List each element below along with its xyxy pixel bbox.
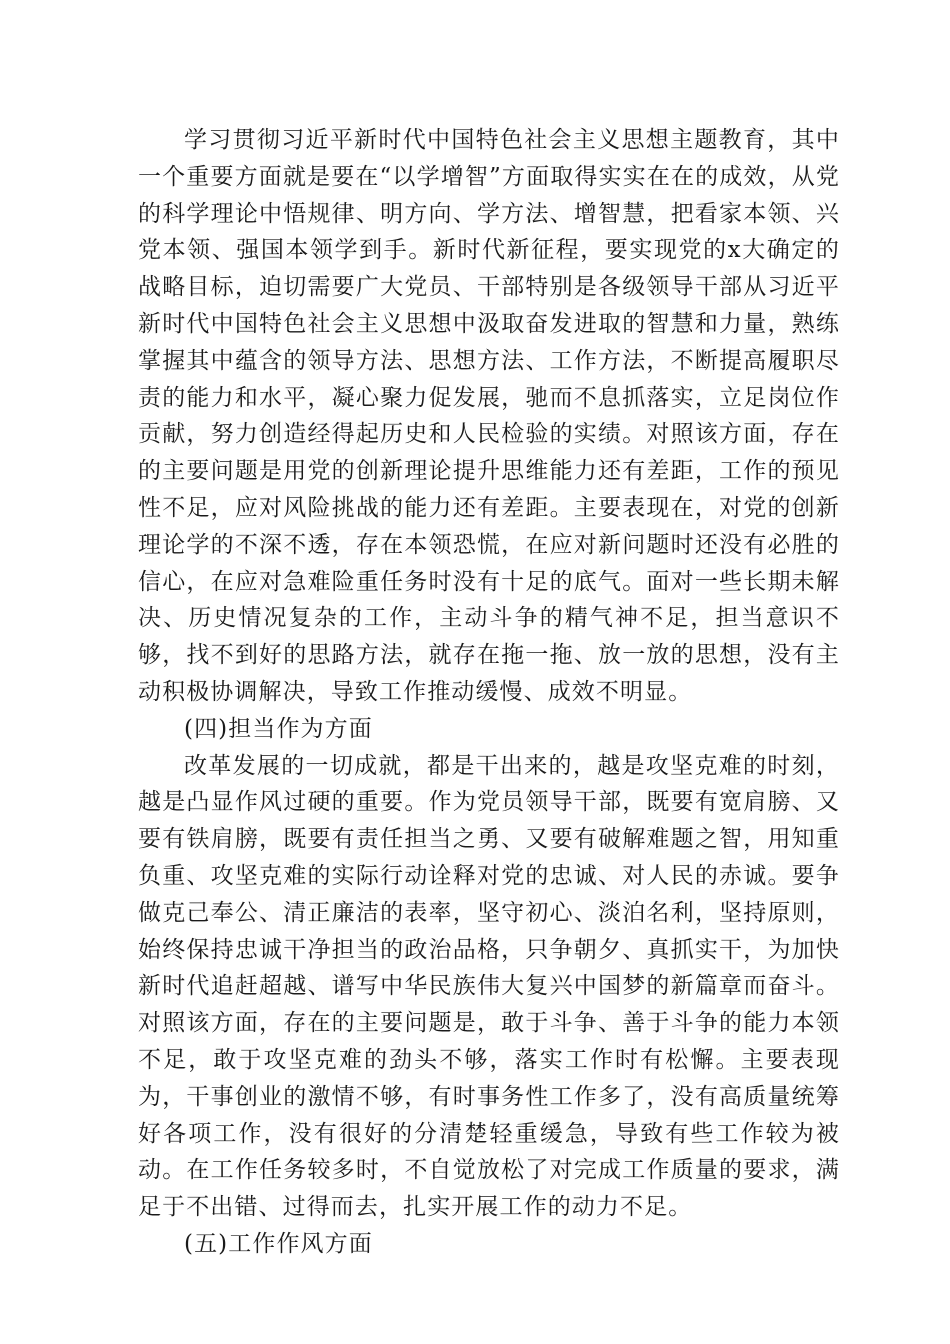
document-body <box>138 122 840 1263</box>
section-heading-work-style: (五)工作作风方面 <box>184 1230 373 1257</box>
paragraph-responsibility: 改革发展的一切成就，都是干出来的，越是攻坚克难的时刻，越是凸显作风过硬的重要。作为党员领导干部，既要有宽肩膀、又要有铁肩膀，既要有责任担当之勇、又要有破解难题之智，用知重负重、攻坚克难的实际行动诠释对党的忠诚、对人民的赤诚。要争做克己奉公、清正廉洁的表率，坚守初心、淡泊名利，坚持原则，始终保持忠诚干净担当的政治品格，只争朝夕、真抓实干，为加快新时代追赶超越、谱写中华民族伟大复兴中国梦的新篇章而奋斗。对照该方面，存在的主要问题是，敢于斗争、善于斗争的能力本领不足，敢于攻坚克难的劲头不够，落实工作时有松懈。主要表现为，干事创业的激情不够，有时事务性工作多了，没有高质量统筹好各项工作，没有很好的分清楚轻重缓急，导致有些工作较为被动。在工作任务较多时，不自觉放松了对完成工作质量的要求，满足于不出错、过得而去，扎实开展工作的动力不足。 <box>138 752 840 1221</box>
section-heading-responsibility: (四)担当作为方面 <box>184 715 373 742</box>
paragraph-study-intelligence: 学习贯彻习近平新时代中国特色社会主义思想主题教育，其中一个重要方面就是要在“以学增智”方面取得实实在在的成效，从党的科学理论中悟规律、明方向、学方法、增智慧，把看家本领、兴党本领、强国本领学到手。新时代新征程，要实现党的x大确定的战略目标，迫切需要广大党员、干部特别是各级领导干部从习近平新时代中国特色社会主义思想中汲取奋发进取的智慧和力量，熟练掌握其中蕴含的领导方法、思想方法、工作方法，不断提高履职尽责的能力和水平，凝心聚力促发展，驰而不息抓落实，立足岗位作贡献，努力创造经得起历史和人民检验的实绩。对照该方面，存在的主要问题是用党的创新理论提升思维能力还有差距，工作的预见性不足，应对风险挑战的能力还有差距。主要表现在，对党的创新理论学的不深不透，存在本领恐慌，在应对新问题时还没有必胜的信心，在应对急难险重任务时没有十足的底气。面对一些长期未解决、历史情况复杂的工作，主动斗争的精气神不足，担当意识不够，找不到好的思路方法，就存在拖一拖、放一放的思想，没有主动积极协调解决，导致工作推动缓慢、成效不明显。 <box>138 127 840 705</box>
